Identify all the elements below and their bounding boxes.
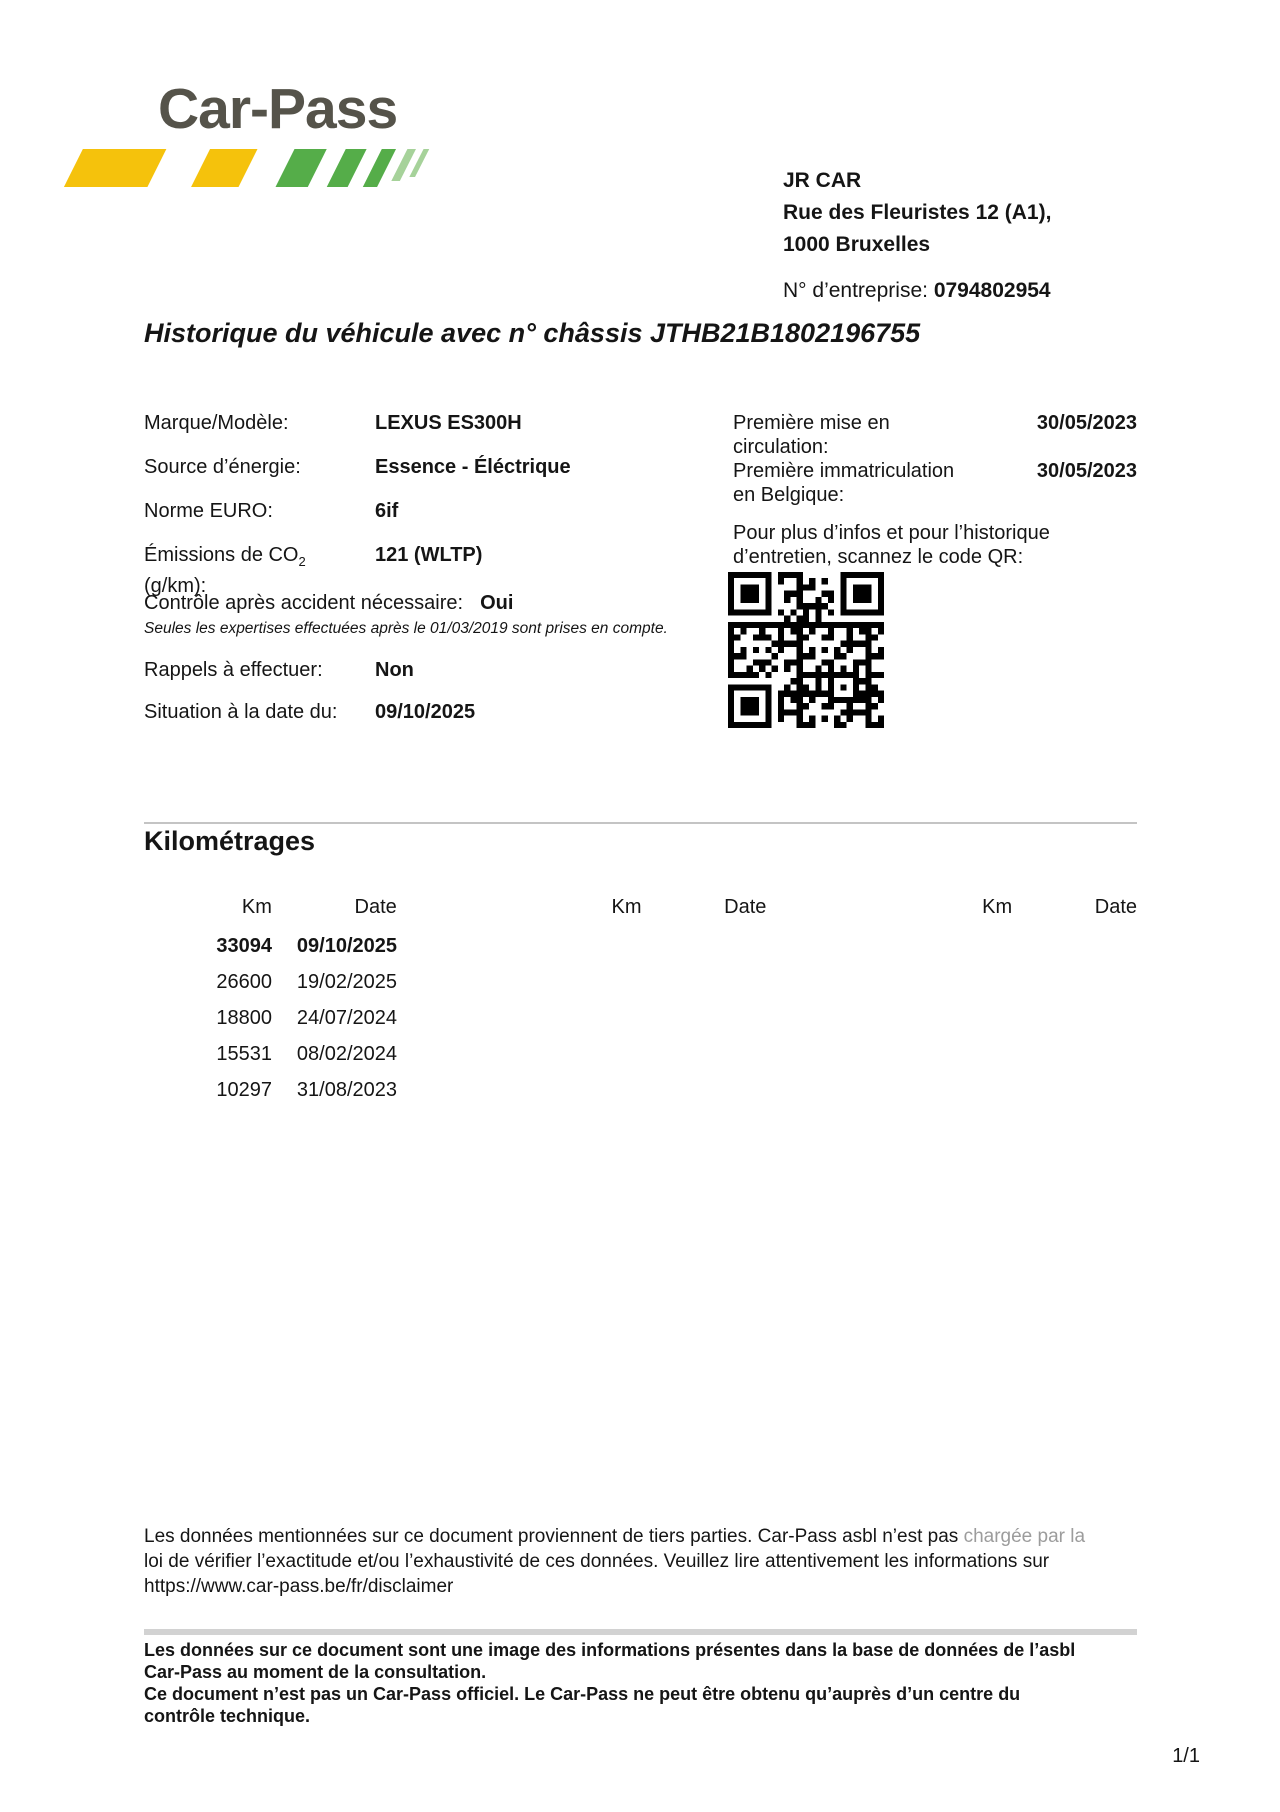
field-value: Non	[375, 659, 414, 681]
col-header-date: Date	[354, 896, 397, 918]
issuer-address-line: 1000 Bruxelles	[783, 233, 931, 256]
field-label: Première mise en circulation:	[733, 412, 890, 458]
column-gap	[397, 892, 512, 922]
field-label	[144, 543, 375, 598]
qr-code	[728, 572, 884, 728]
disclaimer-text: Les données mentionnées sur ce document proviennent de tiers parties. Car-Pass asbl n’est pas	[144, 1526, 964, 1547]
disclaimer-paragraph	[144, 1524, 1154, 1599]
co2-label-unit: (g/km):	[144, 575, 207, 597]
km-cell: 33094	[216, 935, 272, 957]
enterprise-label: N° d’entreprise:	[783, 279, 928, 302]
logo-stripes-icon	[62, 149, 434, 187]
date-cell: 19/02/2025	[296, 971, 397, 993]
car-pass-logo-wordmark: Car-Pass	[158, 77, 398, 141]
issuer-block	[783, 165, 1051, 307]
field-situation-date	[144, 700, 475, 724]
qr-caption: Pour plus d’infos et pour l’historique d’entretien, scannez le code QR:	[733, 522, 1050, 568]
field-value: 09/10/2025	[375, 701, 476, 723]
date-cell: 09/10/2025	[296, 935, 397, 957]
col-header-km: Km	[241, 896, 272, 918]
field-label: Norme EURO:	[144, 500, 273, 522]
field-value: 30/05/2023	[1036, 412, 1137, 434]
table-row	[142, 964, 1137, 1000]
col-header-km: Km	[982, 896, 1013, 918]
date-cell: 08/02/2024	[296, 1043, 397, 1065]
field-value: LEXUS ES300H	[375, 412, 522, 434]
document-title: Historique du véhicule avec n° châssis JTHB21B1802196755	[144, 318, 921, 348]
km-cell: 10297	[216, 1079, 272, 1101]
field-label: Contrôle après accident nécessaire:	[144, 592, 464, 614]
kilometrages-table	[142, 892, 1137, 1108]
enterprise-number: 0794802954	[933, 279, 1051, 302]
field-value: Oui	[480, 592, 514, 614]
page-number: 1/1	[1172, 1745, 1200, 1767]
disclaimer-line: loi de vérifier l’exactitude et/ou l’exhaustivité de ces données. Veuillez lire attentivement les informations sur	[144, 1551, 1050, 1572]
notice-line: Car-Pass au moment de la consultation.	[144, 1662, 487, 1682]
km-cell: 15531	[216, 1043, 272, 1065]
accident-check-note: Seules les expertises effectuées après le 01/03/2019 sont prises en compte.	[144, 620, 668, 637]
date-cell: 31/08/2023	[296, 1079, 397, 1101]
km-cell: 18800	[216, 1007, 272, 1029]
co2-label-main: Émissions de CO	[144, 544, 299, 566]
table-row	[142, 928, 1137, 964]
field-label: Marque/Modèle:	[144, 412, 289, 434]
field-marque-modele	[144, 411, 522, 435]
section-divider	[144, 822, 1137, 824]
field-source-energie	[144, 455, 571, 479]
col-header-km: Km	[611, 896, 642, 918]
col-header-date: Date	[1094, 896, 1138, 918]
col-header-date: Date	[724, 896, 767, 918]
table-header-row	[142, 892, 1137, 922]
km-cell: 26600	[216, 971, 272, 993]
column-gap	[766, 892, 882, 922]
field-label: Situation à la date du:	[144, 701, 338, 723]
field-co2-emissions	[144, 543, 482, 598]
notice-line: Les données sur ce document sont une image des informations présentes dans la base de données de l’asbl	[144, 1640, 1076, 1660]
kilometrages-heading: Kilométrages	[144, 826, 316, 856]
field-label: Rappels à effectuer:	[144, 659, 323, 681]
field-value: 121 (WLTP)	[375, 544, 483, 566]
disclaimer-link[interactable]: https://www.car-pass.be/fr/disclaimer	[144, 1576, 454, 1597]
field-label: Première immatriculation en Belgique:	[733, 460, 955, 506]
vehicle-info-right	[733, 411, 1137, 569]
field-label: Source d’énergie:	[144, 456, 301, 478]
issuer-address-line: Rue des Fleuristes 12 (A1),	[783, 201, 1052, 224]
field-accident-check	[144, 591, 513, 615]
disclaimer-text-faded: chargée par la	[963, 1526, 1086, 1547]
notice-line: contrôle technique.	[144, 1706, 311, 1726]
table-row	[142, 1000, 1137, 1036]
table-row	[142, 1072, 1137, 1108]
enterprise-number-row	[783, 275, 1051, 307]
issuer-name: JR CAR	[783, 169, 862, 192]
disclaimer-line	[144, 1524, 1154, 1549]
notice-line: Ce document n’est pas un Car-Pass officiel. Le Car-Pass ne peut être obtenu qu’auprès d’un centre du	[144, 1684, 1021, 1704]
table-row	[142, 1036, 1137, 1072]
date-cell: 24/07/2024	[296, 1007, 397, 1029]
official-notice	[144, 1639, 1154, 1727]
field-rappels	[144, 658, 414, 682]
field-value: 30/05/2023	[1036, 460, 1137, 482]
notice-divider	[144, 1629, 1137, 1635]
field-value: Essence - Éléctrique	[375, 456, 571, 478]
field-norme-euro	[144, 499, 398, 523]
field-premiere-circulation	[733, 411, 1137, 459]
field-premiere-immatriculation	[733, 459, 1137, 507]
co2-label-sub: 2	[298, 554, 306, 569]
field-value: 6if	[375, 500, 399, 522]
